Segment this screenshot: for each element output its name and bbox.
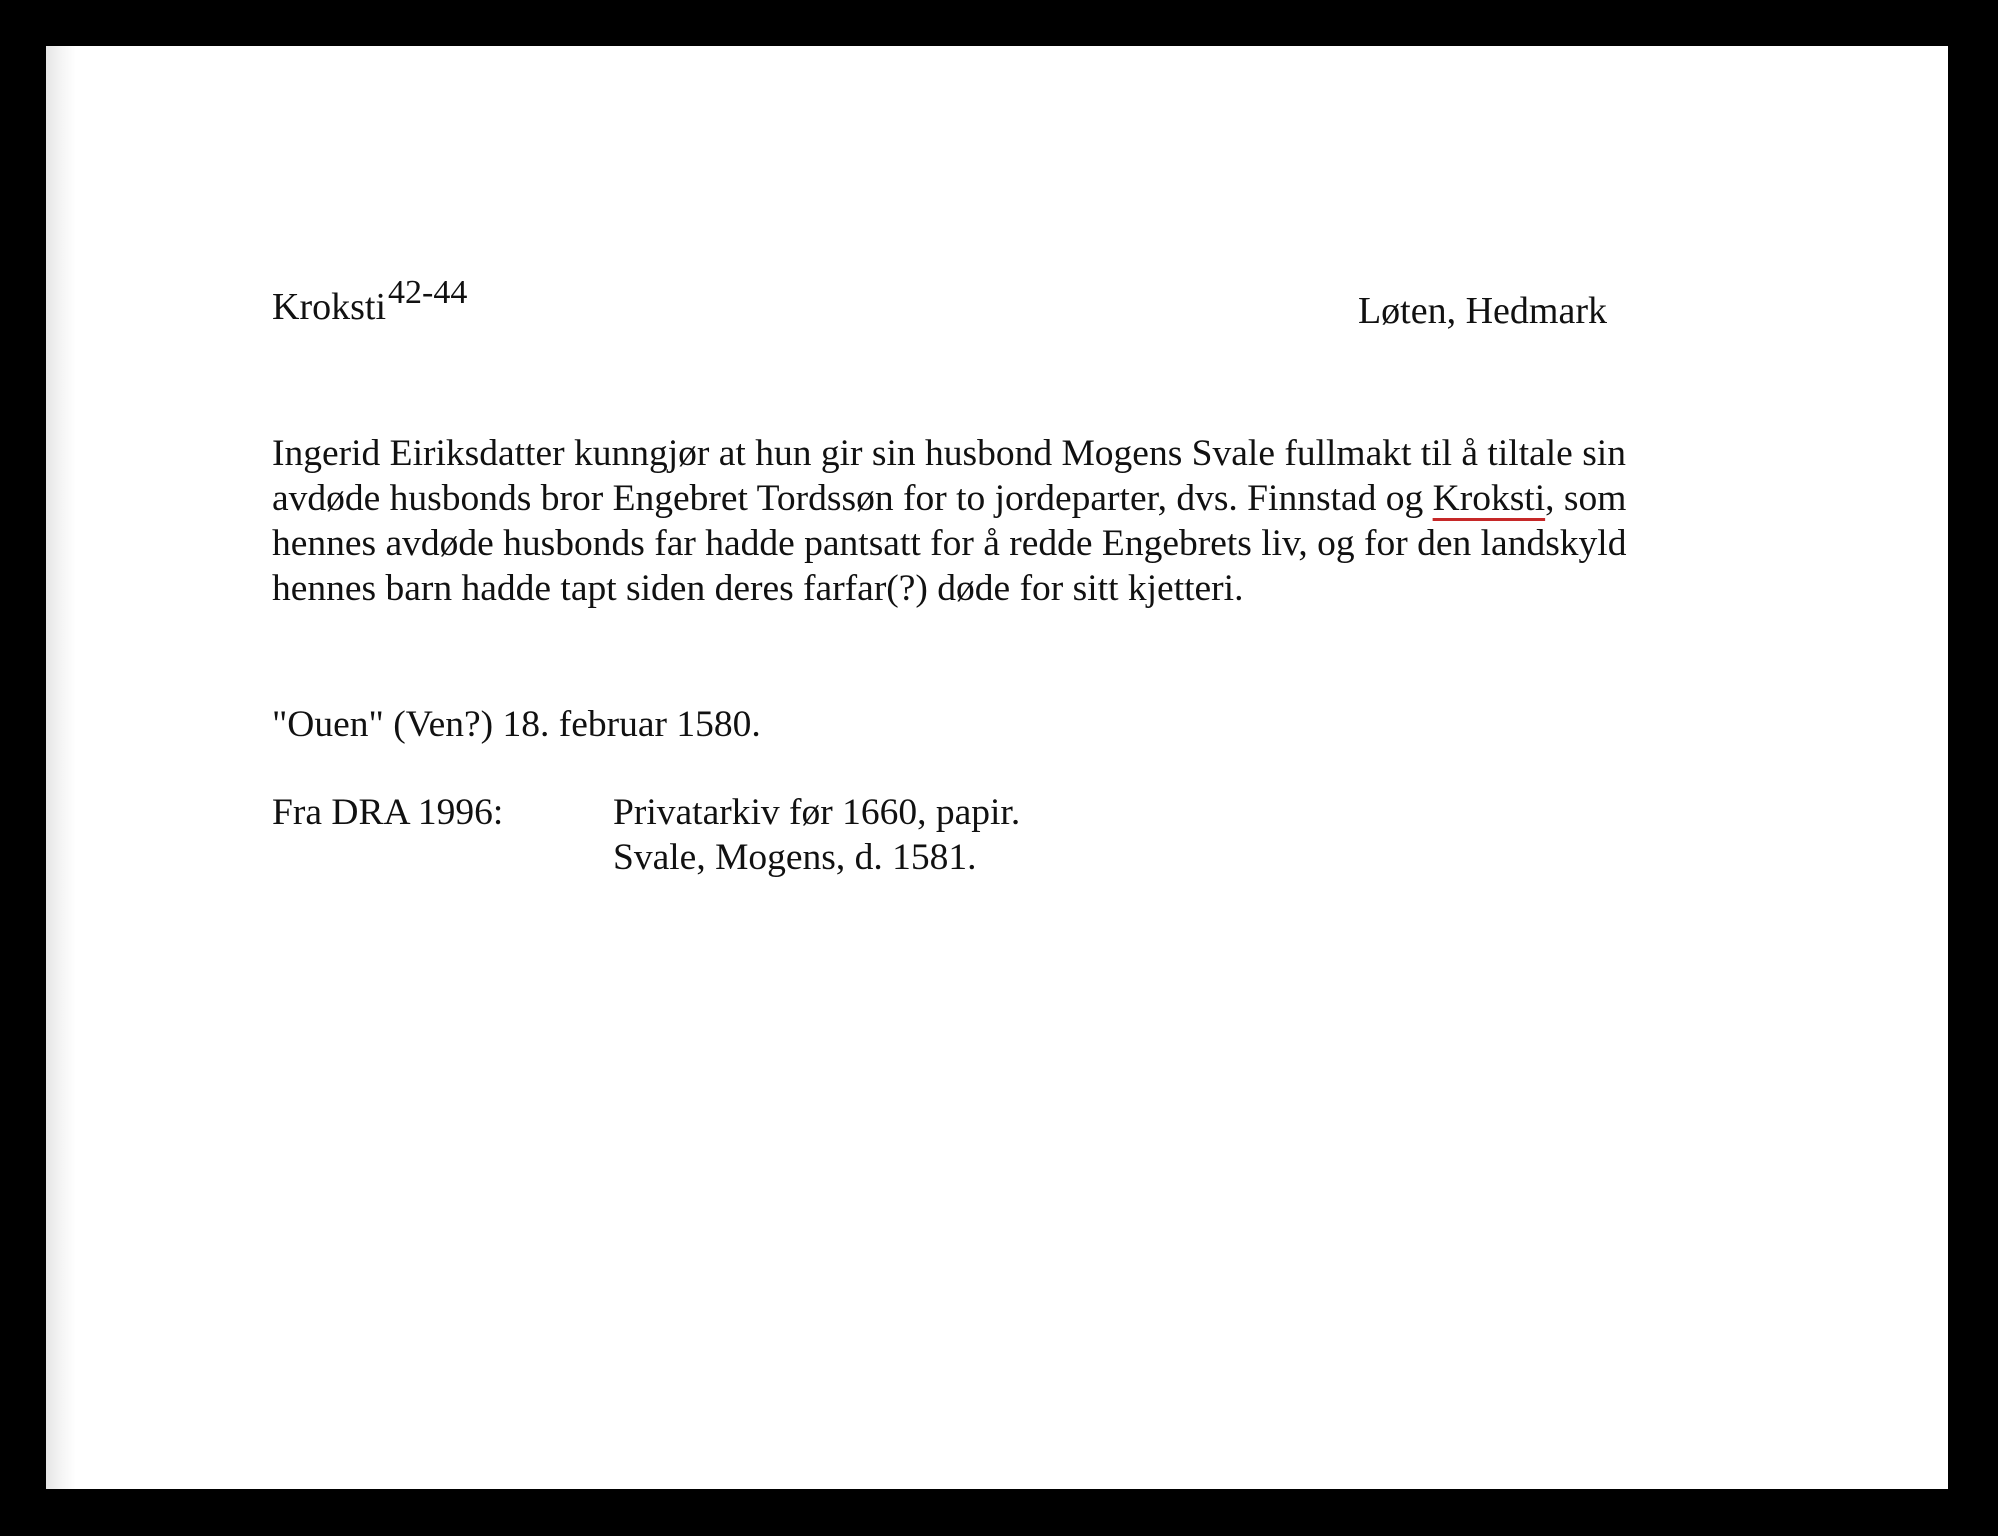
place-heading [272,274,468,328]
source-archive: Privatarkiv før 1660, papir. [613,792,1021,833]
summary-line: hennes barn hadde tapt siden deres farfar(?) døde for sitt kjetteri. [272,568,1244,609]
place-name: Kroksti [272,286,386,328]
document-date: "Ouen" (Ven?) 18. februar 1580. [272,704,761,745]
source-label: Fra DRA 1996: [272,792,504,833]
document-page [46,46,1948,1489]
underlined-place-name: Kroksti [1432,478,1546,519]
region-heading: Løten, Hedmark [1357,290,1607,332]
summary-text: avdøde husbonds bror Engebret Tordssøn for to jordeparter, dvs. Finnstad og [272,478,1424,519]
summary-text: , som [1545,478,1627,519]
summary-line [272,476,1732,521]
page-edge-shadow [46,46,76,1489]
place-superscript: 42-44 [388,274,468,311]
summary-line: hennes avdøde husbonds far hadde pantsatt for å redde Engebrets liv, og for den landskyld [272,523,1627,564]
source-details [613,790,1020,880]
summary-line: Ingerid Eiriksdatter kunngjør at hun gir sin husbond Mogens Svale fullmakt til å tiltale sin [272,433,1626,474]
document-summary [272,431,1732,611]
source-collection: Svale, Mogens, d. 1581. [613,837,977,878]
